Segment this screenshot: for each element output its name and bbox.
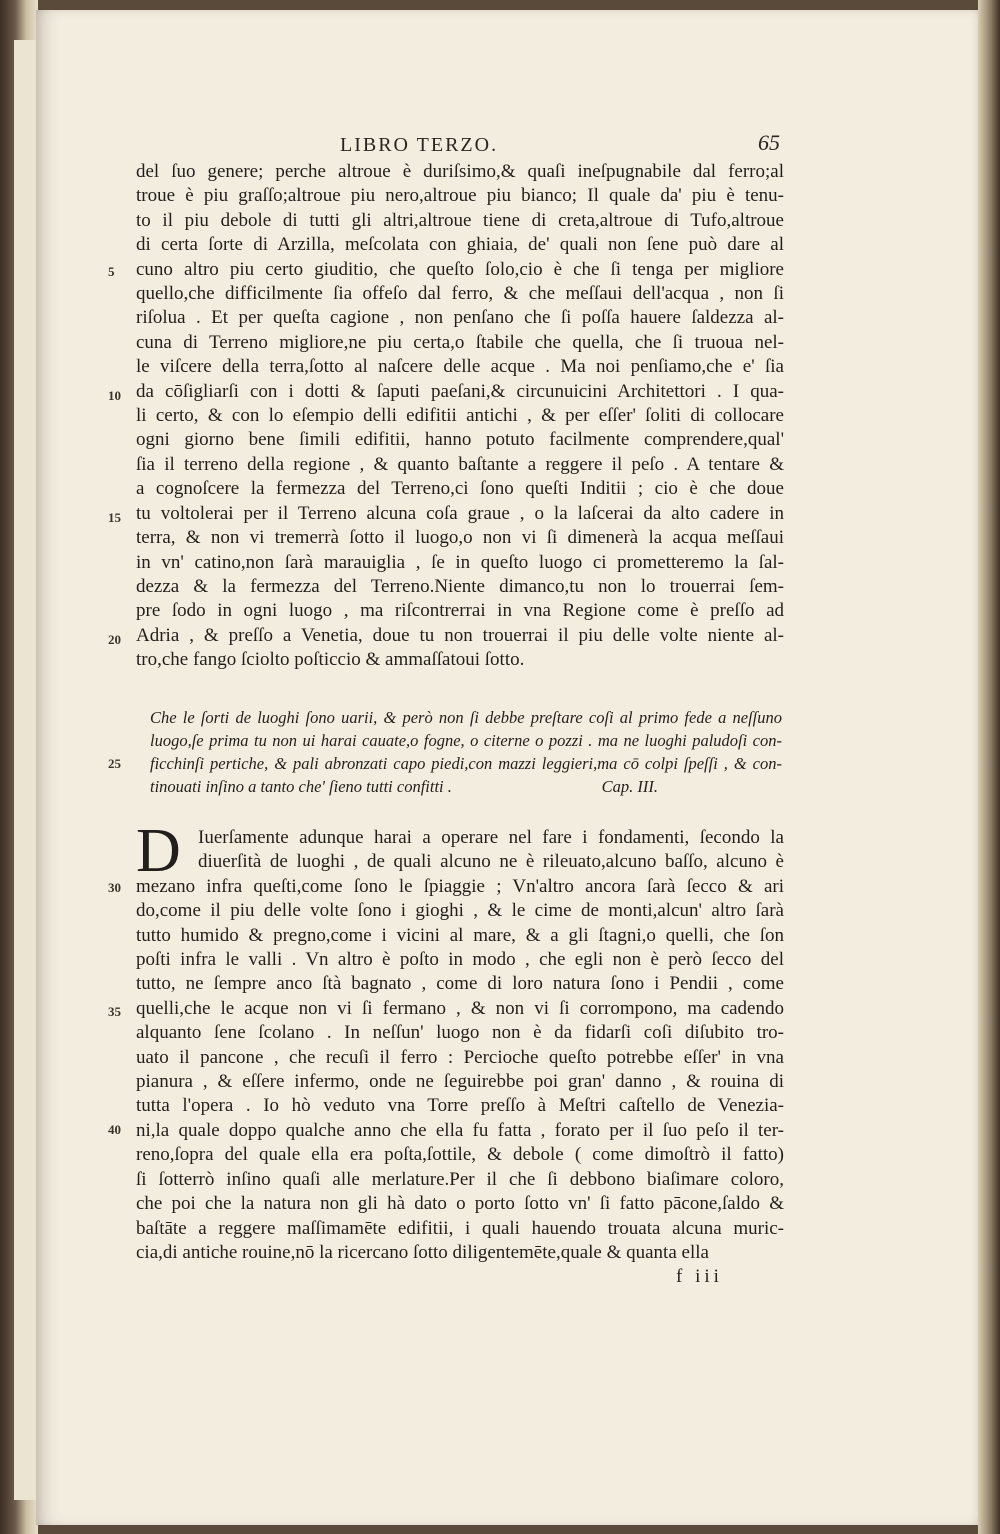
text-line: poſti infra le valli . Vn altro è poſto in modo , che egli non è però ſecco del — [136, 949, 784, 971]
paragraph-1 — [136, 160, 784, 673]
text-line: pianura , & eſſere infermo, onde ne ſeguirebbe poi gran' danno , & rouina di — [136, 1071, 784, 1093]
text-line: quelli,che le acque non vi ſi fermano , & non vi ſi corrompono, ma cadendo — [136, 997, 784, 1019]
text-line: reno,ſopra del quale ella era poſta,ſottile, & debole ( come dimoſtrò il fatto) — [136, 1144, 784, 1166]
text-line: cuna di Terreno migliore,ne piu certa,o ſtabile che quella, che ſi truoua nel- — [136, 331, 784, 353]
text-line: quello,che difficilmente ſia offeſo dal ferro, & che meſſaui dell'acqua , non ſi — [136, 283, 784, 305]
line-number: 30 — [108, 880, 121, 895]
line-number: 25 — [108, 756, 121, 771]
text-line: troue è piu graſſo;altroue piu nero,altroue piu bianco; Il quale da' piu è tenu- — [136, 185, 784, 207]
chapter-label: Cap. III. — [601, 777, 658, 796]
text-line: dezza & la fermezza del Terreno.Niente dimanco,tu non lo trouerrai ſem- — [136, 575, 784, 597]
line-number: 35 — [108, 1004, 121, 1019]
text-line: ni,la quale doppo qualche anno che ella fu fatta , forato per il ſuo peſo il ter- — [136, 1119, 784, 1141]
text-line: le viſcere della terra,ſotto al naſcere delle acque . Ma noi penſiamo,che e' ſia — [136, 356, 784, 378]
text-line: terra, & non vi tremerrà ſotto il luogo,o non vi ſi dimenerà la acqua meſſaui — [136, 527, 784, 549]
text-line: baſtāte a reggere maſſimamēte edifitii, i quali hauendo trouata alcuna muric- — [136, 1217, 784, 1239]
text-line: diuerſità de luoghi , de quali alcuno ne è rileuato,alcuno baſſo, alcuno è — [198, 851, 784, 873]
text-line: li certo, & con lo eſempio delli edifitii antichi , & per eſſer' ſoliti di collocare — [136, 405, 784, 427]
line-number: 40 — [108, 1122, 121, 1137]
text-line: do,come il piu delle volte ſono i gioghi , & le cime de monti,alcun' altro ſarà — [136, 900, 784, 922]
text-line: Adria , & preſſo a Venetia, doue tu non trouerrai il piu delle volte niente al- — [136, 624, 784, 646]
text-line: Iuerſamente adunque harai a operare nel fare i fondamenti, ſecondo la — [198, 827, 784, 848]
text-line: da cōſigliarſi con i dotti & ſaputi paeſani,& circunuicini Architettori . I qua- — [136, 380, 784, 402]
text-line: cia,di antiche rouine,nō la ricercano ſotto diligentemēte,quale & quanta ella — [136, 1241, 709, 1263]
text-line: tutto, ne ſempre anco ſtà bagnato , come di loro natura ſono i Pendii , come — [136, 973, 784, 995]
printer-signature: f iii — [676, 1266, 723, 1287]
text-line: pre ſodo in ogni luogo , ma riſcontrerrai in vna Regione come è preſſo ad — [136, 600, 784, 622]
text-line: Che le ſorti de luoghi ſono uarii, & però non ſi debbe preſtare coſi al primo fede a neſſuno — [150, 708, 782, 727]
text-line: che poi che la natura non gli hà dato o porto ſotto vn' ſi fatto pācone,ſaldo & — [136, 1193, 784, 1215]
text-line: tro,che fango ſciolto poſticcio & ammaſſatoui ſotto. — [136, 649, 525, 671]
text-line: di certa ſorte di Arzilla, meſcolata con ghiaia, de' quali non ſene può dare al — [136, 234, 784, 256]
text-line: to il piu debole di tutti gli altri,altroue tiene di creta,altroue di Tufo,altroue — [136, 209, 784, 231]
text-line: mezano infra queſti,come ſono le ſpiaggie ; Vn'altro ancora ſarà ſecco & ari — [136, 875, 784, 897]
text-line: tinouati inſino a tanto che' ſieno tutti confitti . — [150, 777, 452, 796]
text-line: riſolua . Et per queſta cagione , non penſano che ſi poſſa hauere ſaldezza al- — [136, 307, 784, 329]
text-line: tutto humido & pregno,come i vicini al mare, & a gli ſtagni,o quelli, che ſon — [136, 924, 784, 946]
text-line: in vn' catino,non ſarà marauiglia , ſe in queſto luogo ci prometteremo la ſal- — [136, 551, 784, 573]
page-header — [150, 130, 780, 162]
text-line: cuno altro piu certo giuditio, che queſto ſolo,cio è che ſi tenga per migliore — [136, 258, 784, 280]
paragraph-2 — [136, 817, 784, 1265]
line-number: 5 — [108, 264, 115, 279]
drop-cap: D — [136, 817, 181, 885]
text-line: del ſuo genere; perche altroue è duriſsimo,& quaſi ineſpugnabile dal ferro;al — [136, 161, 784, 182]
text-line: tu voltolerai per il Terreno alcuna coſa graue , o la laſcerai da alto cadere in — [136, 502, 784, 524]
text-line: ficchinſi pertiche, & pali abronzati capo piedi,con mazzi leggieri,ma cō colpi ſpeſſi , & con- — [150, 754, 782, 773]
text-line: ogni giorno bene ſimili edifitii, hanno potuto facilmente comprendere,qual' — [136, 429, 784, 451]
text-line: alquanto ſene ſcolano . In neſſun' luogo non è da fidarſi coſi diſubito tro- — [136, 1022, 784, 1044]
running-head: LIBRO TERZO. — [340, 134, 499, 156]
text-line: tutta l'opera . Io hò veduto vna Torre preſſo à Meſtri caſtello de Venezia- — [136, 1095, 784, 1117]
line-number: 10 — [108, 388, 121, 403]
page-number: 65 — [758, 130, 780, 155]
line-number: 15 — [108, 510, 121, 525]
text-line: a cognoſcere la fermezza del Terreno,ci ſono queſti Inditii ; cio è che doue — [136, 478, 784, 500]
text-line: luogo,ſe prima tu non ui harai cauate,o fogne, o citerne o pozzi . ma ne luoghi paludoſi con- — [150, 731, 782, 750]
text-line: ſia il terreno della regione , & quanto baſtante a reggere il peſo . A tentare & — [136, 453, 784, 475]
page-edge-right — [978, 0, 1000, 1534]
text-line: ſi ſotterrò inſino quaſi alle merlature.Per il che ſi debbono biaſimare coloro, — [136, 1168, 784, 1190]
text-line: uato il pancone , che recuſi il ferro : Percioche queſto potrebbe eſſer' in vna — [136, 1046, 784, 1068]
line-number: 20 — [108, 632, 121, 647]
chapter-heading — [150, 706, 782, 798]
